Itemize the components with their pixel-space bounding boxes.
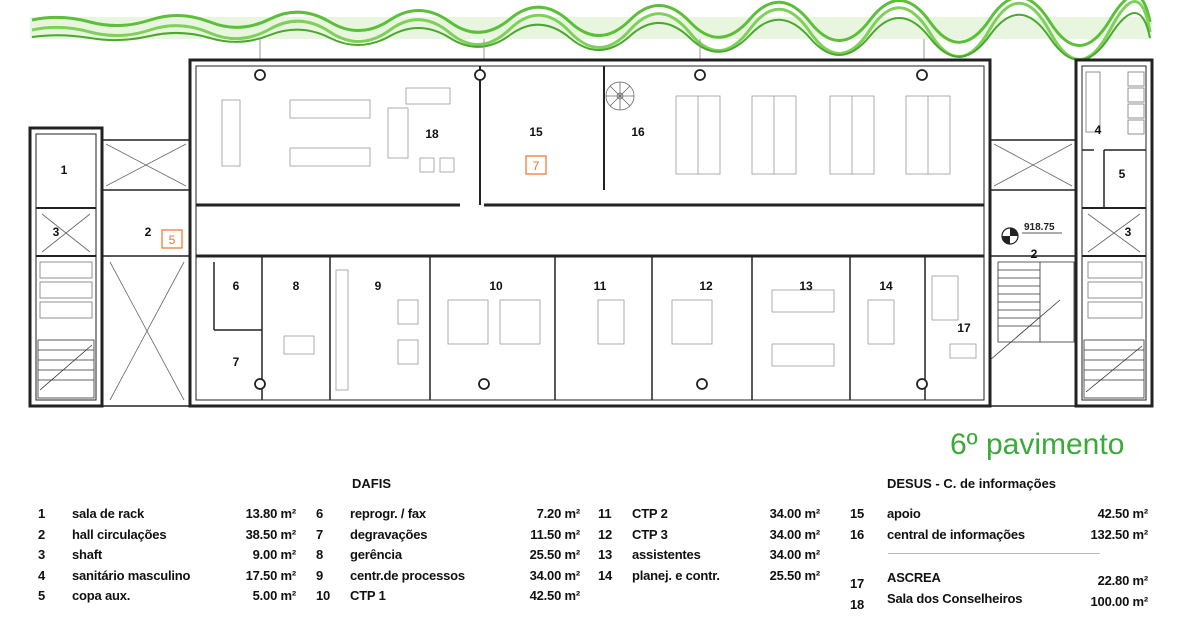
legend-number: 1	[38, 506, 46, 521]
legend-number: 4	[38, 567, 46, 583]
legend-number: 14	[598, 567, 613, 583]
legend-number: 7	[316, 526, 324, 542]
legend-area: 9.00 m²	[252, 547, 296, 562]
legend-separator	[888, 553, 1100, 554]
room-label: 6	[232, 279, 240, 293]
legend-room-name: Sala dos Conselheiros	[887, 590, 1023, 606]
legend-row	[38, 547, 296, 568]
legend-room-name: central de informações	[887, 526, 1025, 542]
group-heading-dafis: DAFIS	[352, 476, 391, 491]
legend-area: 34.00 m²	[769, 526, 820, 542]
legend-room-name: apoio	[887, 506, 921, 521]
spiral-stair	[606, 82, 634, 110]
legend-row	[316, 547, 580, 568]
legend-row	[38, 527, 296, 548]
legend-room-name: planej. e contr.	[632, 567, 720, 583]
legend-room-name: copa aux.	[72, 588, 131, 603]
legend-row	[598, 527, 820, 548]
room-label: 5	[1118, 167, 1126, 181]
room-label: 12	[699, 279, 713, 293]
room-label: 1	[60, 163, 68, 177]
room-label: 3	[52, 225, 60, 239]
legend-number: 18	[850, 596, 865, 612]
legend-row	[316, 568, 580, 589]
legend-room-name: CTP 3	[632, 526, 668, 542]
legend-row	[38, 568, 296, 589]
legend-room-name: ASCREA	[887, 570, 941, 585]
legend-area: 17.50 m²	[245, 567, 296, 583]
legend-row	[316, 588, 580, 609]
legend-row	[38, 588, 296, 609]
room-label: 11	[593, 279, 607, 293]
legend-area: 132.50 m²	[1090, 526, 1148, 542]
legend-number: 8	[316, 547, 324, 562]
room-label: 10	[489, 279, 503, 293]
legend-number: 17	[850, 576, 865, 591]
room-label: 13	[799, 279, 813, 293]
legend-room-name: reprogr. / fax	[350, 506, 426, 521]
legend-row	[38, 506, 296, 527]
room-label: 17	[957, 321, 971, 335]
legend-area: 42.50 m²	[529, 588, 580, 603]
legend-room-name: degravações	[350, 526, 428, 542]
legend-room-name: CTP 2	[632, 506, 668, 521]
legend-row	[316, 527, 580, 548]
room-labels	[53, 123, 1132, 369]
group-heading-desus: DESUS - C. de informações	[887, 476, 1057, 491]
room-label: 18	[425, 127, 439, 141]
room-label: 2	[144, 225, 152, 239]
room-label: 2	[1030, 247, 1038, 261]
legend-area: 5.00 m²	[252, 588, 296, 603]
legend-room-name: sala de rack	[72, 506, 145, 521]
legend-row	[598, 506, 820, 527]
stairs	[38, 262, 1144, 398]
room-label: 14	[879, 279, 893, 293]
legend-col-3	[598, 506, 820, 588]
legend-col-1	[38, 506, 296, 609]
legend-number: 15	[850, 506, 865, 521]
legend-room-name: hall circulações	[72, 526, 167, 542]
legend-row	[598, 568, 820, 589]
room-tags	[162, 156, 546, 248]
legend-room-name: CTP 1	[350, 588, 386, 603]
legend-area: 38.50 m²	[245, 526, 296, 542]
legend-number: 2	[38, 526, 46, 542]
legend-room-name: centr.de processos	[350, 567, 465, 583]
legend-number: 6	[316, 506, 324, 521]
room-label: 4	[1094, 123, 1102, 137]
legend-col-2	[316, 506, 580, 609]
legend-number: 13	[598, 547, 613, 562]
legend-area: 34.00 m²	[769, 506, 820, 521]
legend-number: 5	[38, 588, 46, 603]
legend-room-name: assistentes	[632, 547, 701, 562]
legend-area: 25.50 m²	[529, 547, 580, 562]
legend-room-name: sanitário masculino	[72, 567, 191, 583]
legend-row	[316, 506, 580, 527]
legend-number: 11	[598, 506, 612, 521]
legend-number: 16	[850, 526, 865, 542]
legend-number: 9	[316, 567, 324, 583]
legend-area: 25.50 m²	[769, 567, 820, 583]
legend-number: 10	[316, 588, 331, 603]
legend-row	[850, 570, 1148, 591]
room-label: 7	[232, 355, 240, 369]
walls	[30, 60, 1152, 406]
legend-area: 34.00 m²	[769, 547, 820, 562]
legend-area: 7.20 m²	[536, 506, 580, 521]
legend-row	[850, 591, 1148, 612]
legend-area: 34.00 m²	[529, 567, 580, 583]
legend-row	[598, 547, 820, 568]
hedge-strip	[30, 0, 1152, 60]
void-crosses	[42, 144, 1140, 400]
legend-row	[850, 527, 1148, 548]
legend-area: 11.50 m²	[530, 526, 580, 542]
furniture	[222, 88, 976, 390]
legend-area: 100.00 m²	[1090, 593, 1148, 609]
legend-number: 3	[38, 547, 46, 562]
legend-area: 13.80 m²	[245, 506, 296, 521]
room-label: 16	[631, 125, 645, 139]
legend-area: 42.50 m²	[1097, 506, 1148, 521]
legend-room-name: gerência	[350, 547, 402, 562]
room-label: 8	[292, 279, 300, 293]
room-tag: 7	[532, 159, 540, 173]
room-label: 3	[1124, 225, 1132, 239]
legend-row	[850, 506, 1148, 527]
legend-col-4a	[850, 506, 1148, 547]
legend-col-4b	[850, 570, 1148, 611]
elevation-value: 918.75	[1024, 222, 1055, 233]
room-label: 15	[529, 125, 543, 139]
legend-number: 12	[598, 526, 613, 542]
legend-room-name: shaft	[72, 547, 103, 562]
room-tag: 5	[168, 233, 176, 247]
legend-area: 22.80 m²	[1097, 573, 1148, 588]
room-label: 9	[374, 279, 382, 293]
floor-title: 6º pavimento	[950, 428, 1125, 461]
